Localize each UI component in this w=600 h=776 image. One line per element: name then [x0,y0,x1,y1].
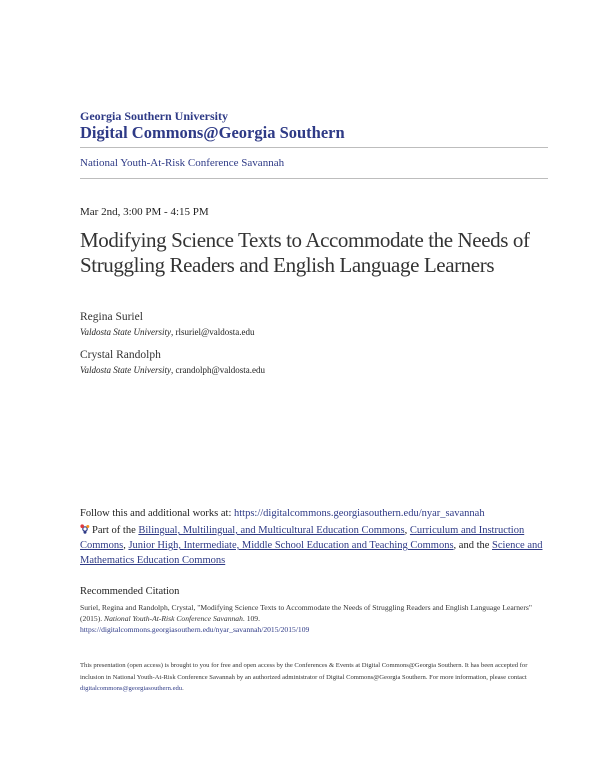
collection-link[interactable]: https://digitalcommons.georgiasouthern.edu/nyar_savannah [234,508,485,519]
commons-link-science-math[interactable]: Science and Mathematics Education Commons [80,540,543,566]
author-affiliation [80,327,255,337]
commons-link-curriculum[interactable]: Curriculum and Instruction Commons [80,525,525,551]
author-name: Crystal Randolph [80,349,161,361]
contact-email-link[interactable]: digitalcommons@georgiasouthern.edu [80,685,183,692]
author-institution: Valdosta State University [80,327,171,337]
author-name: Regina Suriel [80,311,143,323]
separator: , [404,525,410,536]
follow-line [80,508,485,519]
recommended-citation-text [80,602,550,635]
repository-name[interactable]: Digital Commons@Georgia Southern [80,123,345,142]
citation-series: National Youth-At-Risk Conference Savannah [104,614,243,623]
university-name[interactable]: Georgia Southern University [80,109,228,123]
repository-header [80,109,548,143]
footer-text: This presentation (open access) is brought to you for free and open access by the Conferences & Events at Digital Commons@Georgia Southern. It has been accepted for inclusion in National Youth-At-Risk Conference Savannah by an authorized administrator of Digital Commons@Georgia Southern. For more information, please contact [80,662,528,681]
separator: , and the [453,540,493,551]
author-affiliation [80,365,265,375]
part-of-prefix: Part of the [92,525,139,536]
document-title: Modifying Science Texts to Accommodate the Needs of Struggling Readers and English Language Learners [80,228,530,277]
citation-text: Suriel, Regina and Randolph, Crystal, "Modifying Science Texts to Accommodate the Needs of Struggling Readers and English Language Learners" (2015). [80,603,532,623]
footer-notice [80,660,550,695]
event-date: Mar 2nd, 3:00 PM - 4:15 PM [80,206,209,218]
header-divider [80,147,548,148]
part-of-commons [80,523,555,568]
separator: , [123,540,129,551]
footer-end: . [182,685,184,692]
series-divider [80,178,548,179]
citation-number: . 109. [242,614,260,623]
network-share-icon [80,524,90,534]
author-email: , rlsuriel@valdosta.edu [171,327,255,337]
follow-prefix: Follow this and additional works at: [80,508,234,519]
commons-link-middle-school[interactable]: Junior High, Intermediate, Middle School Education and Teaching Commons [128,540,454,551]
citation-url[interactable]: https://digitalcommons.georgiasouthern.edu/nyar_savannah/2015/2015/109 [80,625,310,634]
author-institution: Valdosta State University [80,365,171,375]
author-email: , crandolph@valdosta.edu [171,365,266,375]
recommended-citation-heading: Recommended Citation [80,586,180,597]
series-link[interactable]: National Youth-At-Risk Conference Savannah [80,157,285,169]
commons-link-bilingual[interactable]: Bilingual, Multilingual, and Multicultural Education Commons [138,525,405,536]
